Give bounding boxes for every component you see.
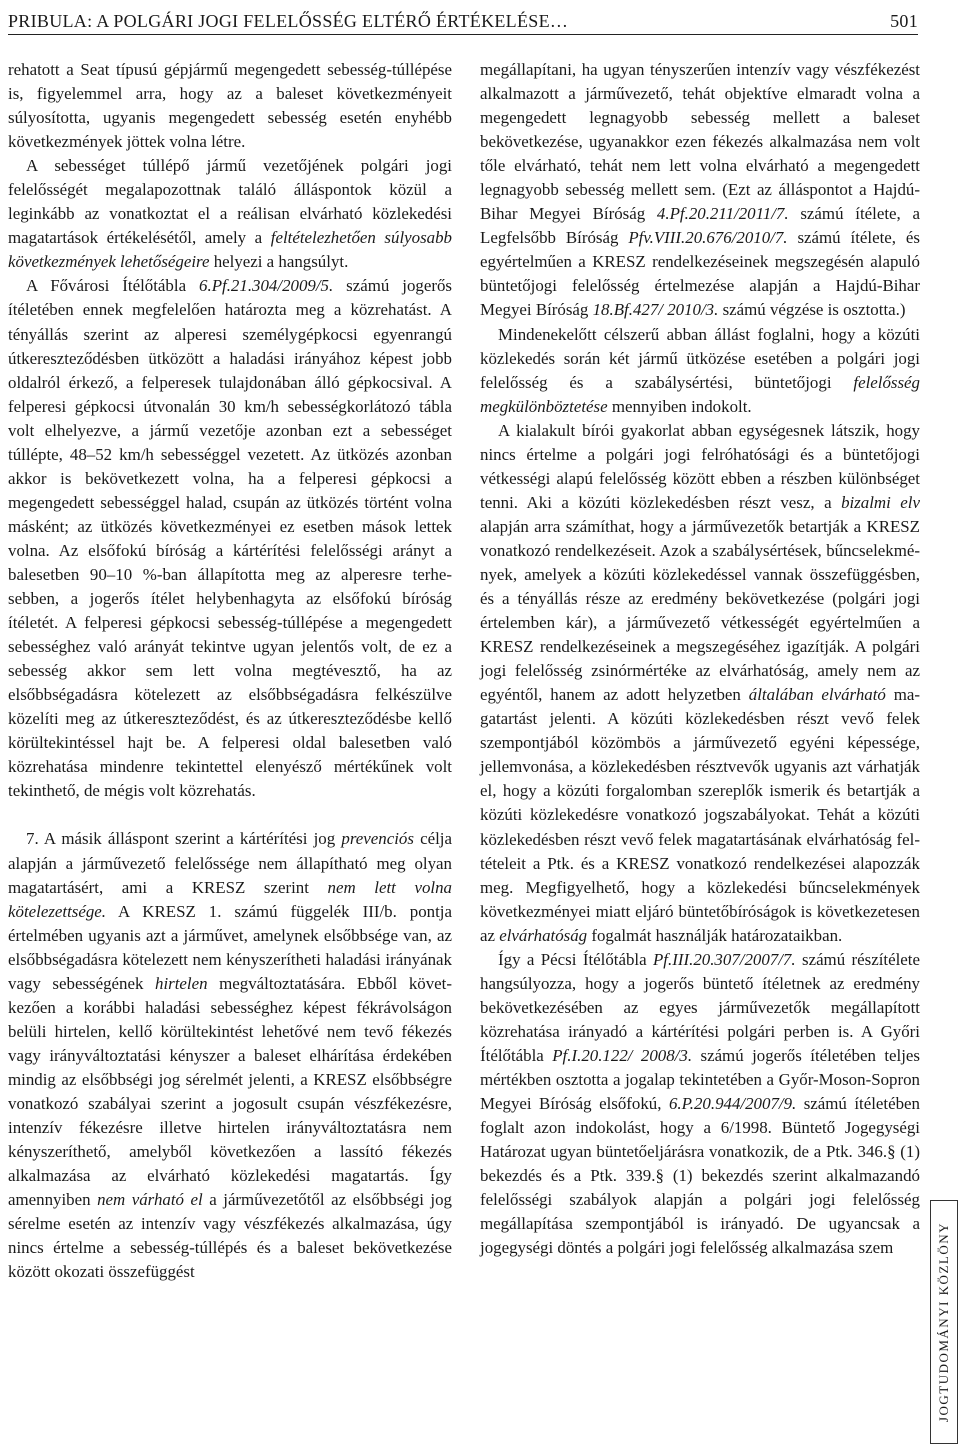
page-number: 501	[890, 11, 918, 31]
paragraph: A kialakult bírói gyakorlat abban egységesnek látszik, hogy nincs értelme a polgári jogi felróhatósági és a büntetőjogi vétkességi alapú felelősség között ebben a részben különbséget tenni. Aki a közúti közlekedésben részt vesz, a bizalmi elv alapján arra számíthat, hogy a járművezetők betartják a KRESZ vonatkozó rendelkezéseit. Azok a szabálysértések, bűncselekmények, amelyek a közúti közlekedéssel vannak összefüggésben, és a tényállás része az eredmény bekövetkezése (polgári jogi értelemben kár), a járművezető vétkességét egyértelműen a KRESZ rendelkezéseinek a megszegéséhez igazítják. A polgári jogi felelősség zsinórmértéke az elvárhatóság, amely nem az egyéntől, hanem az adott helyzetben általában elvárható magatartást jelenti. A közúti közlekedésben részt vevő felek szempontjából közömbös a járművezető egyéni képessége, jellemvonása, a közlekedésben résztvevők ugyanis azt várhatják el, hogy a közúti forgalomban szereplők ismerik és betartják a közúti közlekedésre vonatkozó jogszabályokat. Tehát a közúti közlekedésben részt vevő felek magatartásának elvárhatóság feltételeit a Ptk. és a KRESZ vonatkozó rendelkezései alapozzák meg. Megfigyelhető, hogy a közlekedési bűncselekmények következményei miatt eljáró büntetőbíróságok is következetesen az elvárhatóság fogalmát használják határozataikban.	[480, 420, 921, 945]
running-header	[8, 6, 918, 35]
paragraph: rehatott a Seat típusú gépjármű megengedett sebesség-túllépése is, figyelemmel arra, hogy az a baleset következményeit súlyosította, ugyanis megengedett sebesség esetén enyhébb következmények jöttek volna létre.	[8, 60, 452, 152]
running-title: PRIBULA: A POLGÁRI JOGI FELELŐSSÉG ELTÉRŐ ÉRTÉKELÉSE…	[8, 11, 569, 31]
paragraph: 7. A másik álláspont szerint a kártérítési jog prevenciós célja alapján a járművezető felelőssége nem állapítható meg olyan magatartásért, ami a KRESZ szerint nem lett volna kötelezettsége. A KRESZ 1. számú függelék III/b. pontja értelmében ugyanis azt a járművet, amelynek elsőbbsége van, az elsőbbségadásra kötelezett nem kényszerítheti haladási irányának vagy sebességének hirtelen megváltoztatására. Ebből következően a korábbi haladási sebességhez képest fékrávolságon belüli hirtelen, kellő körültekintést lehetővé nem tevő fékezés vagy irányváltoztatási kényszer a baleset elhárítása érdekében mindig az elsőbbségi jog sérelmét jelenti, a KRESZ elsőbbségre vonatkozó szabályai szerint a jogosult csupán vészfékezésre, intenzív fékezésre illetve hirtelen irányváltoztatásra nem kényszeríthető, amelyből következően a lassító fékezés alkalmazása az elvárható közlekedési magatartás. Így amennyiben nem várható el a járművezetőtől az elsőbbségi jog sérelme esetén az intenzív vagy vészfékezés alkalmazása, úgy nincs értelme a sebesség-túllépés és a baleset bekövetkezése között okozati összefüggést	[8, 829, 453, 1282]
paragraph: Így a Pécsi Ítélőtábla Pf.III.20.307/2007/7. számú részítélete hangsúlyozza, hogy a jogerős büntető ítéletnek az eredmény bekövetkezésében az egyes járművezetők megállapított közrehatása irányadó a kártérítési polgári perben is. A Győri Ítélőtábla Pf.I.20.122/ 2008/3. számú jogerős ítéletében teljes mértékben osztotta a jogalap tekintetében a Győr-Moson-Sopron Megyei Bíróság elsőfokú, 6.P.20.944/2007/9. számú ítéletében foglalt azon indokolást, hogy a 6/1998. Büntető Jogegységi Határozat ugyan büntetőeljárásra vonatkozik, de a Ptk. 346.§ (1) bekezdés és a Ptk. 339.§ (1) bekezdés szerint alkalmazandó felelősségi szabályok alapján a polgári jogi felelősség megállapítása szempontjából is irányadó. De ugyancsak a jogegységi döntés a polgári jogi felelősség alkalmazása szem	[480, 949, 921, 1258]
left-column	[8, 58, 452, 1284]
paragraph: Mindenekelőtt célszerű abban állást foglalni, hogy a közúti közlekedés során két jármű ütközése esetében a polgári jogi felelősség és a szabálysértési, büntetőjogi felelősség megkülönböztetése mennyiben indokolt.	[480, 324, 920, 416]
paragraph: A Fővárosi Ítélőtábla 6.Pf.21.304/2009/5. számú jogerős ítéletében ennek megfelelően határozta meg a közrehatást. A tényállás szerint az alperesi személygépkocsi egyenrangú útkereszteződésben ütközött a haladási irányához képest jobb oldalról érkező, a felperesek tulajdonában álló gépkocsival. A felperesi gépkocsi útvonalán 30 km/h sebességkorlátozó tábla volt elhelyezve, a jármű vezetője azonban ezt a sebességet túllépte, 48–52 km/h sebességgel vezetett. Az ütközés azonban akkor is bekövetkezett volna, ha a felperesi gépkocsi a megengedett sebességgel halad, csupán az ütközés történt volna másként; az ütközés következményei ez esetben mások lettek volna. Az elsőfokú bíróság a kártérítési felelősségi arányt a balesetben 90–10 %-ban állapította meg az alperesre terhesebben, a jogerős ítélet helybenhagyta az elsőfokú bíróság ítéletét. A felperesi gépkocsi sebesség-túllépése a megengedett sebességhez való arányát tekintve ugyan jelentős volt, de ez a sebesség akkor sem lett volna megtévesztő, ha az elsőbbségadásra kötelezett az elsőbbségadásra felkészülve közelíti meg az útkereszteződést, és az útkereszteződésbe kellő körültekintéssel hajt be. A felperesi oldal balesetben való közrehatása mindenre tekintettel elenyésző mértékűnek volt tekinthető, de mégis volt közrehatás.	[8, 276, 453, 801]
paragraph: megállapítani, ha ugyan tényszerűen intenzív vagy vészfékezést alkalmazott a járművezető, tehát objektíve elmaradt volna a megengedett legnagyobb sebesség mellett a baleset bekövetkezése, ugyanakkor ezen fékezés alkalmazása nem volt tőle elvárható, tehát nem lett volna elvárható a megengedett legnagyobb sebesség mellett sem. (Ezt az álláspontot a Hajdú-Bihar Megyei Bíróság 4.Pf.20.211/2011/7. számú ítélete, a Legfelsőbb Bíróság Pfv.VIII.20.676/2010/7. számú ítélete, és egyértelműen a KRESZ rendelkezéseinek megszegésén alapuló büntetőjogi felelősség értelmezése alapján a Hajdú-Bihar Megyei Bíróság 18.Bf.427/ 2010/3. számú végzése is osztotta.)	[480, 60, 920, 320]
journal-name: JOGTUDOMÁNYI KÖZLÖNY	[936, 1221, 951, 1423]
journal-side-label	[930, 1200, 958, 1444]
paragraph: A sebességet túllépő jármű vezetőjének polgári jogi felelősségét megalapozottnak találó álláspontok közül a leginkább az vonatkoztat el a reálisan elvárható közlekedési magatartások értékelésétől, amely a feltételezhetően súlyosabb következmények lehetőségeire helyezi a hangsúlyt.	[8, 156, 452, 272]
right-column	[480, 58, 920, 1260]
